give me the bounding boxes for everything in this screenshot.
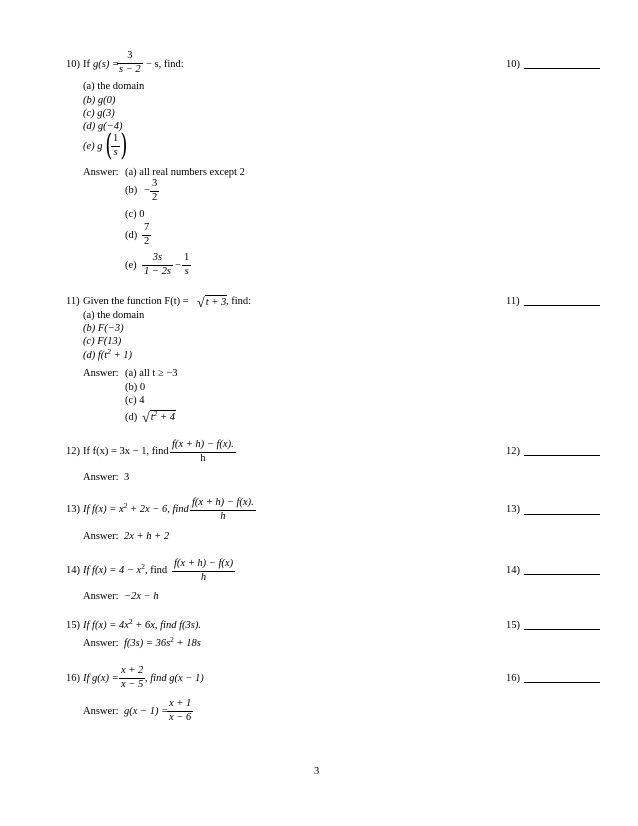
- answer-label: Answer:: [83, 368, 119, 379]
- answer-d-label: (d): [125, 230, 138, 241]
- answer-d-fraction: 7 2: [144, 222, 150, 247]
- question-number: 10): [66, 59, 80, 70]
- fraction: 3 s − 2: [119, 50, 141, 75]
- right-paren: ): [120, 128, 128, 163]
- answer-blank[interactable]: [524, 305, 600, 306]
- answer-blank[interactable]: [524, 514, 600, 515]
- answer-b: (b) 0: [125, 382, 146, 393]
- answer-label: Answer:: [83, 638, 119, 649]
- answer-e-label: (e): [125, 260, 137, 271]
- part-d: (d) g(−4): [83, 121, 123, 132]
- answer-a: (a) all t ≥ −3: [125, 368, 178, 379]
- answer-blank[interactable]: [524, 682, 600, 683]
- answer-label: Answer:: [83, 472, 119, 483]
- answer-e-fraction-1: 3s 1 − 2s: [144, 252, 171, 277]
- answer-blank-number: 15): [506, 620, 520, 631]
- answer-blank-number: 10): [506, 59, 520, 70]
- square-root: √t + 3: [197, 296, 227, 311]
- answer-c: (c) 0: [125, 209, 145, 220]
- answer-blank-number: 11): [506, 296, 520, 307]
- question-number: 12): [66, 446, 80, 457]
- question-number: 15): [66, 620, 80, 631]
- function-def: g(s) =: [93, 59, 120, 70]
- answer-blank-number: 12): [506, 446, 520, 457]
- question-text: If $f(x) = 4x^2 + 6x$, find f(3s).: [83, 617, 201, 631]
- question-number: 14): [66, 565, 80, 576]
- answer-value: 2x + h + 2: [124, 531, 170, 542]
- question-text: If f(x) = 3x − 1, find: [83, 446, 169, 457]
- part-c: (c) F(13): [83, 336, 122, 347]
- fraction: f(x + h) − f(x). h: [192, 497, 254, 522]
- answer-label: Answer:: [83, 167, 119, 178]
- answer-lhs: g(x − 1) =: [124, 706, 169, 717]
- answer-a: (a) all real numbers except 2: [125, 167, 245, 178]
- question-number: 11): [66, 296, 80, 307]
- question-text: If $f(x) = 4 - x^2$, find: [83, 562, 168, 576]
- answer-b-sign: −: [144, 185, 150, 196]
- question-text: If g(x) =: [83, 673, 119, 684]
- answer-blank[interactable]: [524, 68, 600, 69]
- question-tail: , find:: [226, 296, 252, 307]
- answer-blank-number: 14): [506, 565, 520, 576]
- fraction: f(x + h) − f(x). h: [172, 439, 234, 464]
- answer-blank[interactable]: [524, 629, 600, 630]
- question-text: Given the function F(t) =: [83, 296, 189, 307]
- part-b: (b) F(−3): [83, 323, 124, 334]
- part-a: (a) the domain: [83, 81, 145, 92]
- answer-b-fraction: 3 2: [152, 178, 158, 203]
- answer-e-fraction-2: 1 s: [184, 252, 190, 277]
- answer-e-minus: −: [175, 260, 181, 271]
- question-tail: − s, find:: [146, 59, 184, 70]
- page-number: 3: [314, 766, 320, 777]
- answer-label: Answer:: [83, 591, 119, 602]
- fraction: x + 2 x − 5: [121, 665, 144, 690]
- fraction: f(x + h) − f(x) h: [174, 558, 234, 583]
- answer-value: $f(3s) = 36s^2 + 18s$: [124, 635, 201, 649]
- answer-d-label: (d): [125, 412, 138, 423]
- part-d: (d) $f(t^2 + 1)$: [83, 347, 133, 361]
- part-c: (c) g(3): [83, 108, 115, 119]
- left-paren: (: [105, 128, 113, 163]
- answer-b-label: (b): [125, 185, 138, 196]
- part-a: (a) the domain: [83, 310, 145, 321]
- answer-label: Answer:: [83, 706, 119, 717]
- square-root: $√t^2 + 4$: [142, 409, 175, 426]
- answer-value: 3: [124, 472, 130, 483]
- fraction: 1 s: [113, 133, 119, 158]
- question-number: 16): [66, 673, 80, 684]
- answer-blank[interactable]: [524, 574, 600, 575]
- question-number: 13): [66, 504, 80, 515]
- answer-blank-number: 16): [506, 673, 520, 684]
- question-tail: , find g(x − 1): [145, 673, 204, 684]
- answer-c: (c) 4: [125, 395, 145, 406]
- question-lead: If: [83, 59, 90, 70]
- answer-blank[interactable]: [524, 455, 600, 456]
- question-text: If $f(x) = x^2 + 2x - 6$, find: [83, 501, 189, 515]
- answer-value: −2x − h: [124, 591, 159, 602]
- part-b: (b) g(0): [83, 95, 116, 106]
- answer-label: Answer:: [83, 531, 119, 542]
- answer-blank-number: 13): [506, 504, 520, 515]
- part-e: (e) g: [83, 141, 103, 152]
- answer-fraction: x + 1 x − 6: [169, 698, 192, 723]
